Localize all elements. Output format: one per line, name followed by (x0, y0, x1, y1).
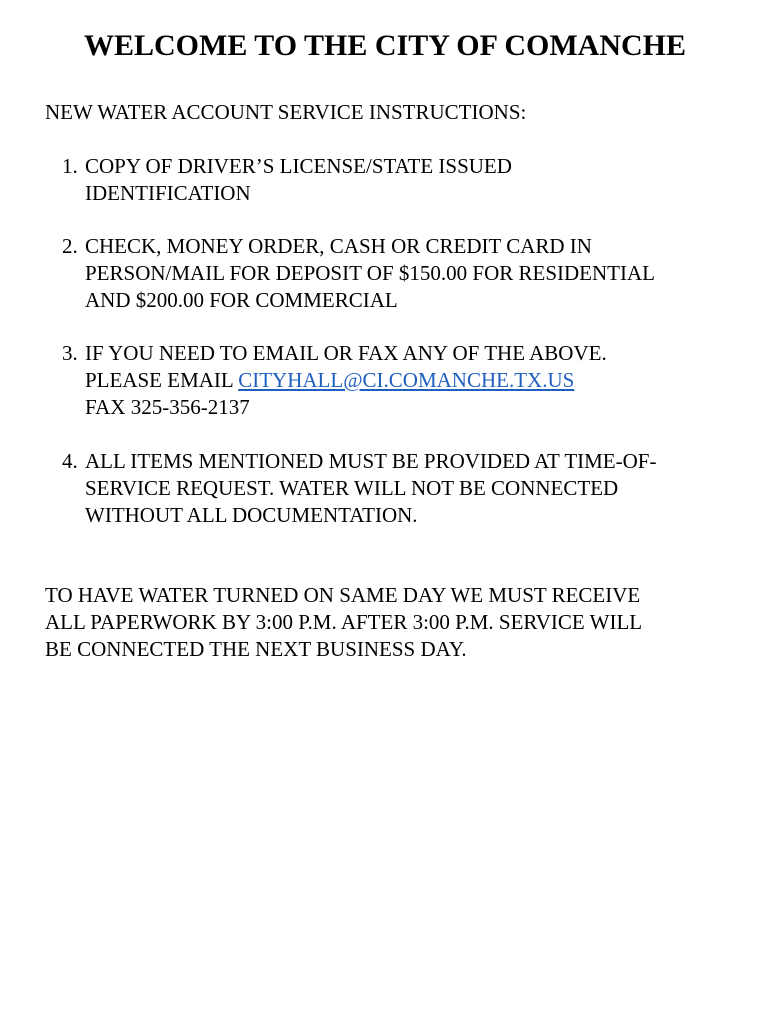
instruction-item-1 (62, 153, 742, 207)
instructions-heading: NEW WATER ACCOUNT SERVICE INSTRUCTIONS: (45, 100, 527, 124)
item-text-line: COPY OF DRIVER’S LICENSE/STATE ISSUED (85, 154, 512, 178)
email-prefix: PLEASE EMAIL (85, 368, 239, 392)
item-text-line: PERSON/MAIL FOR DEPOSIT OF $150.00 FOR RESIDENTIAL (85, 261, 655, 285)
instruction-item-3 (62, 340, 742, 421)
item-text-line: CHECK, MONEY ORDER, CASH OR CREDIT CARD IN (85, 234, 592, 258)
closing-paragraph (45, 582, 642, 663)
closing-line: BE CONNECTED THE NEXT BUSINESS DAY. (45, 637, 467, 661)
email-line (85, 367, 742, 394)
closing-line: ALL PAPERWORK BY 3:00 P.M. AFTER 3:00 P.M. SERVICE WILL (45, 610, 643, 634)
item-text-line: AND $200.00 FOR COMMERCIAL (85, 288, 398, 312)
fax-number: FAX 325-356-2137 (85, 395, 250, 419)
item-text-line: ALL ITEMS MENTIONED MUST BE PROVIDED AT TIME-OF- (85, 449, 657, 473)
closing-line: TO HAVE WATER TURNED ON SAME DAY WE MUST RECEIVE (45, 583, 641, 607)
item-text-line: IDENTIFICATION (85, 181, 251, 205)
item-number: 4. (62, 449, 78, 473)
item-text-line: SERVICE REQUEST. WATER WILL NOT BE CONNECTED (85, 476, 619, 500)
instruction-item-2 (62, 233, 742, 314)
email-link[interactable]: CITYHALL@CI.COMANCHE.TX.US (238, 368, 575, 392)
item-number: 3. (62, 341, 78, 365)
item-number: 1. (62, 154, 78, 178)
item-text-line: WITHOUT ALL DOCUMENTATION. (85, 503, 418, 527)
page-title: WELCOME TO THE CITY OF COMANCHE (83, 29, 687, 62)
item-text-line: IF YOU NEED TO EMAIL OR FAX ANY OF THE ABOVE. (85, 341, 607, 365)
item-number: 2. (62, 234, 78, 258)
instruction-item-4 (62, 448, 742, 529)
